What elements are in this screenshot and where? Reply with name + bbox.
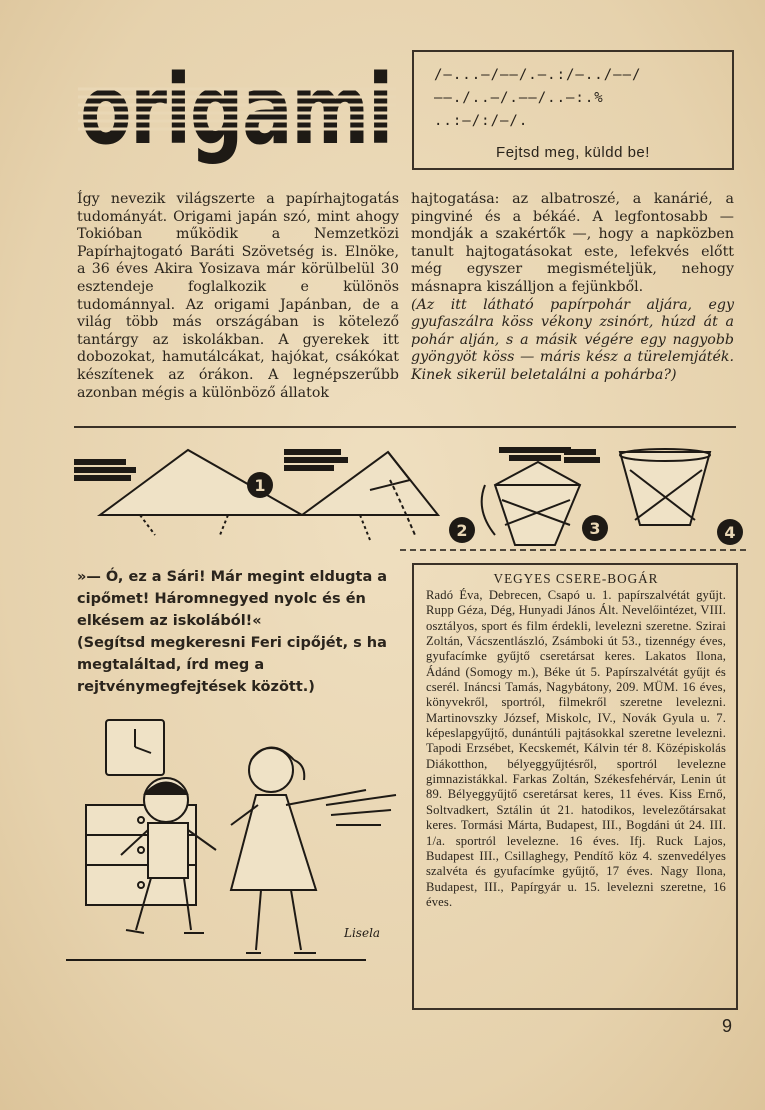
fold-step-4-diagram xyxy=(565,449,710,525)
fold-step-2-diagram xyxy=(285,450,438,540)
children-illustration xyxy=(66,715,412,975)
cipher-puzzle-box xyxy=(412,50,734,170)
step-number-4: 4 xyxy=(724,523,736,542)
origami-title-logo xyxy=(78,55,396,167)
swap-column-box xyxy=(412,563,738,1010)
step-number-1: 1 xyxy=(254,476,266,495)
step-number-3: 3 xyxy=(589,519,601,538)
sari-quote: »— Ó, ez a Sári! Már megint eldugta a cipőmet! Háromnegyed nyolc és én elkésem az iskolából!« xyxy=(77,569,388,629)
article-right-text: hajtogatása: az albatroszé, a kanárié, a pingviné és a békáé. A legfontosabb — mondják a szakértők —, hogy a napközben tanult hajtogatásokat este, lefekvés előtt még egyszer megismételjük, nehogy másnapra kiszálljon a fejünkből. xyxy=(411,191,734,295)
sari-puzzle-text xyxy=(77,566,397,698)
cipher-line: ..:—/:/—/. xyxy=(434,113,529,129)
cipher-line: /—...—/——/.—.:/—../——/ xyxy=(434,67,642,83)
step-number-2: 2 xyxy=(456,521,468,540)
article-italic-note: (Az itt látható papírpohár aljára, egy gyufaszálra köss vékony zsinórt, húzd át a pohár alján, s a másik végére egy nagyobb gyöngyöt köss — máris kész a türelemjáték. Kinek sikerül beletalálni a pohárba?) xyxy=(411,296,734,383)
page-number: 9 xyxy=(722,1016,733,1036)
cipher-caption: Fejtsd meg, küldd be! xyxy=(496,144,650,161)
cipher-line: ——./..—/.——/..—:.% xyxy=(434,90,604,106)
article-left-column: Így nevezik világszerte a papírhajtogatás tudományát. Origami japán szó, mint ahogy Tokióban működik a Nemzetközi Papírhajtogató Baráti Szövetség is. Elnöke, a 36 éves Akira Yosizava már körülbelül 30 esztendeje foglalkozik e különös tudománnyal. Az origami Japánban, de a világ több más országában is kötelező tantárgy az iskolákban. A gyerekek itt dobozokat, hamutálcákat, hajókat, csákókat készítenek az órákon. A legnépszerűbb azonban mégis a különböző állatok xyxy=(77,191,399,401)
origami-title-text: origami xyxy=(80,55,392,166)
folding-diagrams xyxy=(70,440,746,560)
section-divider xyxy=(74,426,736,428)
sari-instruction: (Segítsd megkeresni Feri cipőjét, s ha megtaláltad, írd meg a rejtvénymegfejtések között.) xyxy=(77,635,387,695)
swap-body: Radó Éva, Debrecen, Csapó u. 1. papírszalvétát gyűjt. Rupp Géza, Dég, Hunyadi János Ált. Nevelőintézet, VIII. osztályos, sport és film érdekli, levelezni szeretne. Szirai Zoltán, Vácszentlászló, Zsámboki út 53., tizennégy éves, gyufacímke gyűjtő cseretársat keres. Lakatos Ilona, Ádánd (Somogy m.), Béke út 5. Papírszalvétát gyűjt és cserél. Ináncsi Tamás, Nagybátony, 209. MÜM. 16 éves, könyvekről, sportról, filmekről szeretne levelezni. Martinovszky József, Miskolc, IV., Novák Gyula u. 7. képeslapgyűjtő, dunántúli pajtásokkal szeretne levelezni. Tapodi Erzsébet, Kecskemét, Kálvin tér 8. Középiskolás Diákotthon, bélyeggyűjtésről, sportról levelezne gimnazistákkal. Farkas Zoltán, Székesfehérvár, Lenin út 89. Bélyeggyűjtő cseretársat keres, 11 éves. Kiss Ernő, Soltvadkert, Sztálin út 21. hatodikos, levelezőtársakat keres. Tormási Márta, Budapest, III., Bogdáni út 24. III. 1/a. sportról levelezne. 16 éves. Ifj. Ruck Lajos, Budapest III., Csillaghegy, Pendítő köz 4. szenvedélyes szalvéta és gyufacímke gyűjtő, 17 éves. Nagy Ilona, Budapest, III., Papírgyár u. 15. levelezni szeretne, 16 éves. xyxy=(426,588,726,909)
artist-signature: Lisela xyxy=(344,926,381,940)
swap-title: VEGYES CSERE-BOGÁR xyxy=(493,571,659,586)
article-right-column xyxy=(411,191,734,385)
